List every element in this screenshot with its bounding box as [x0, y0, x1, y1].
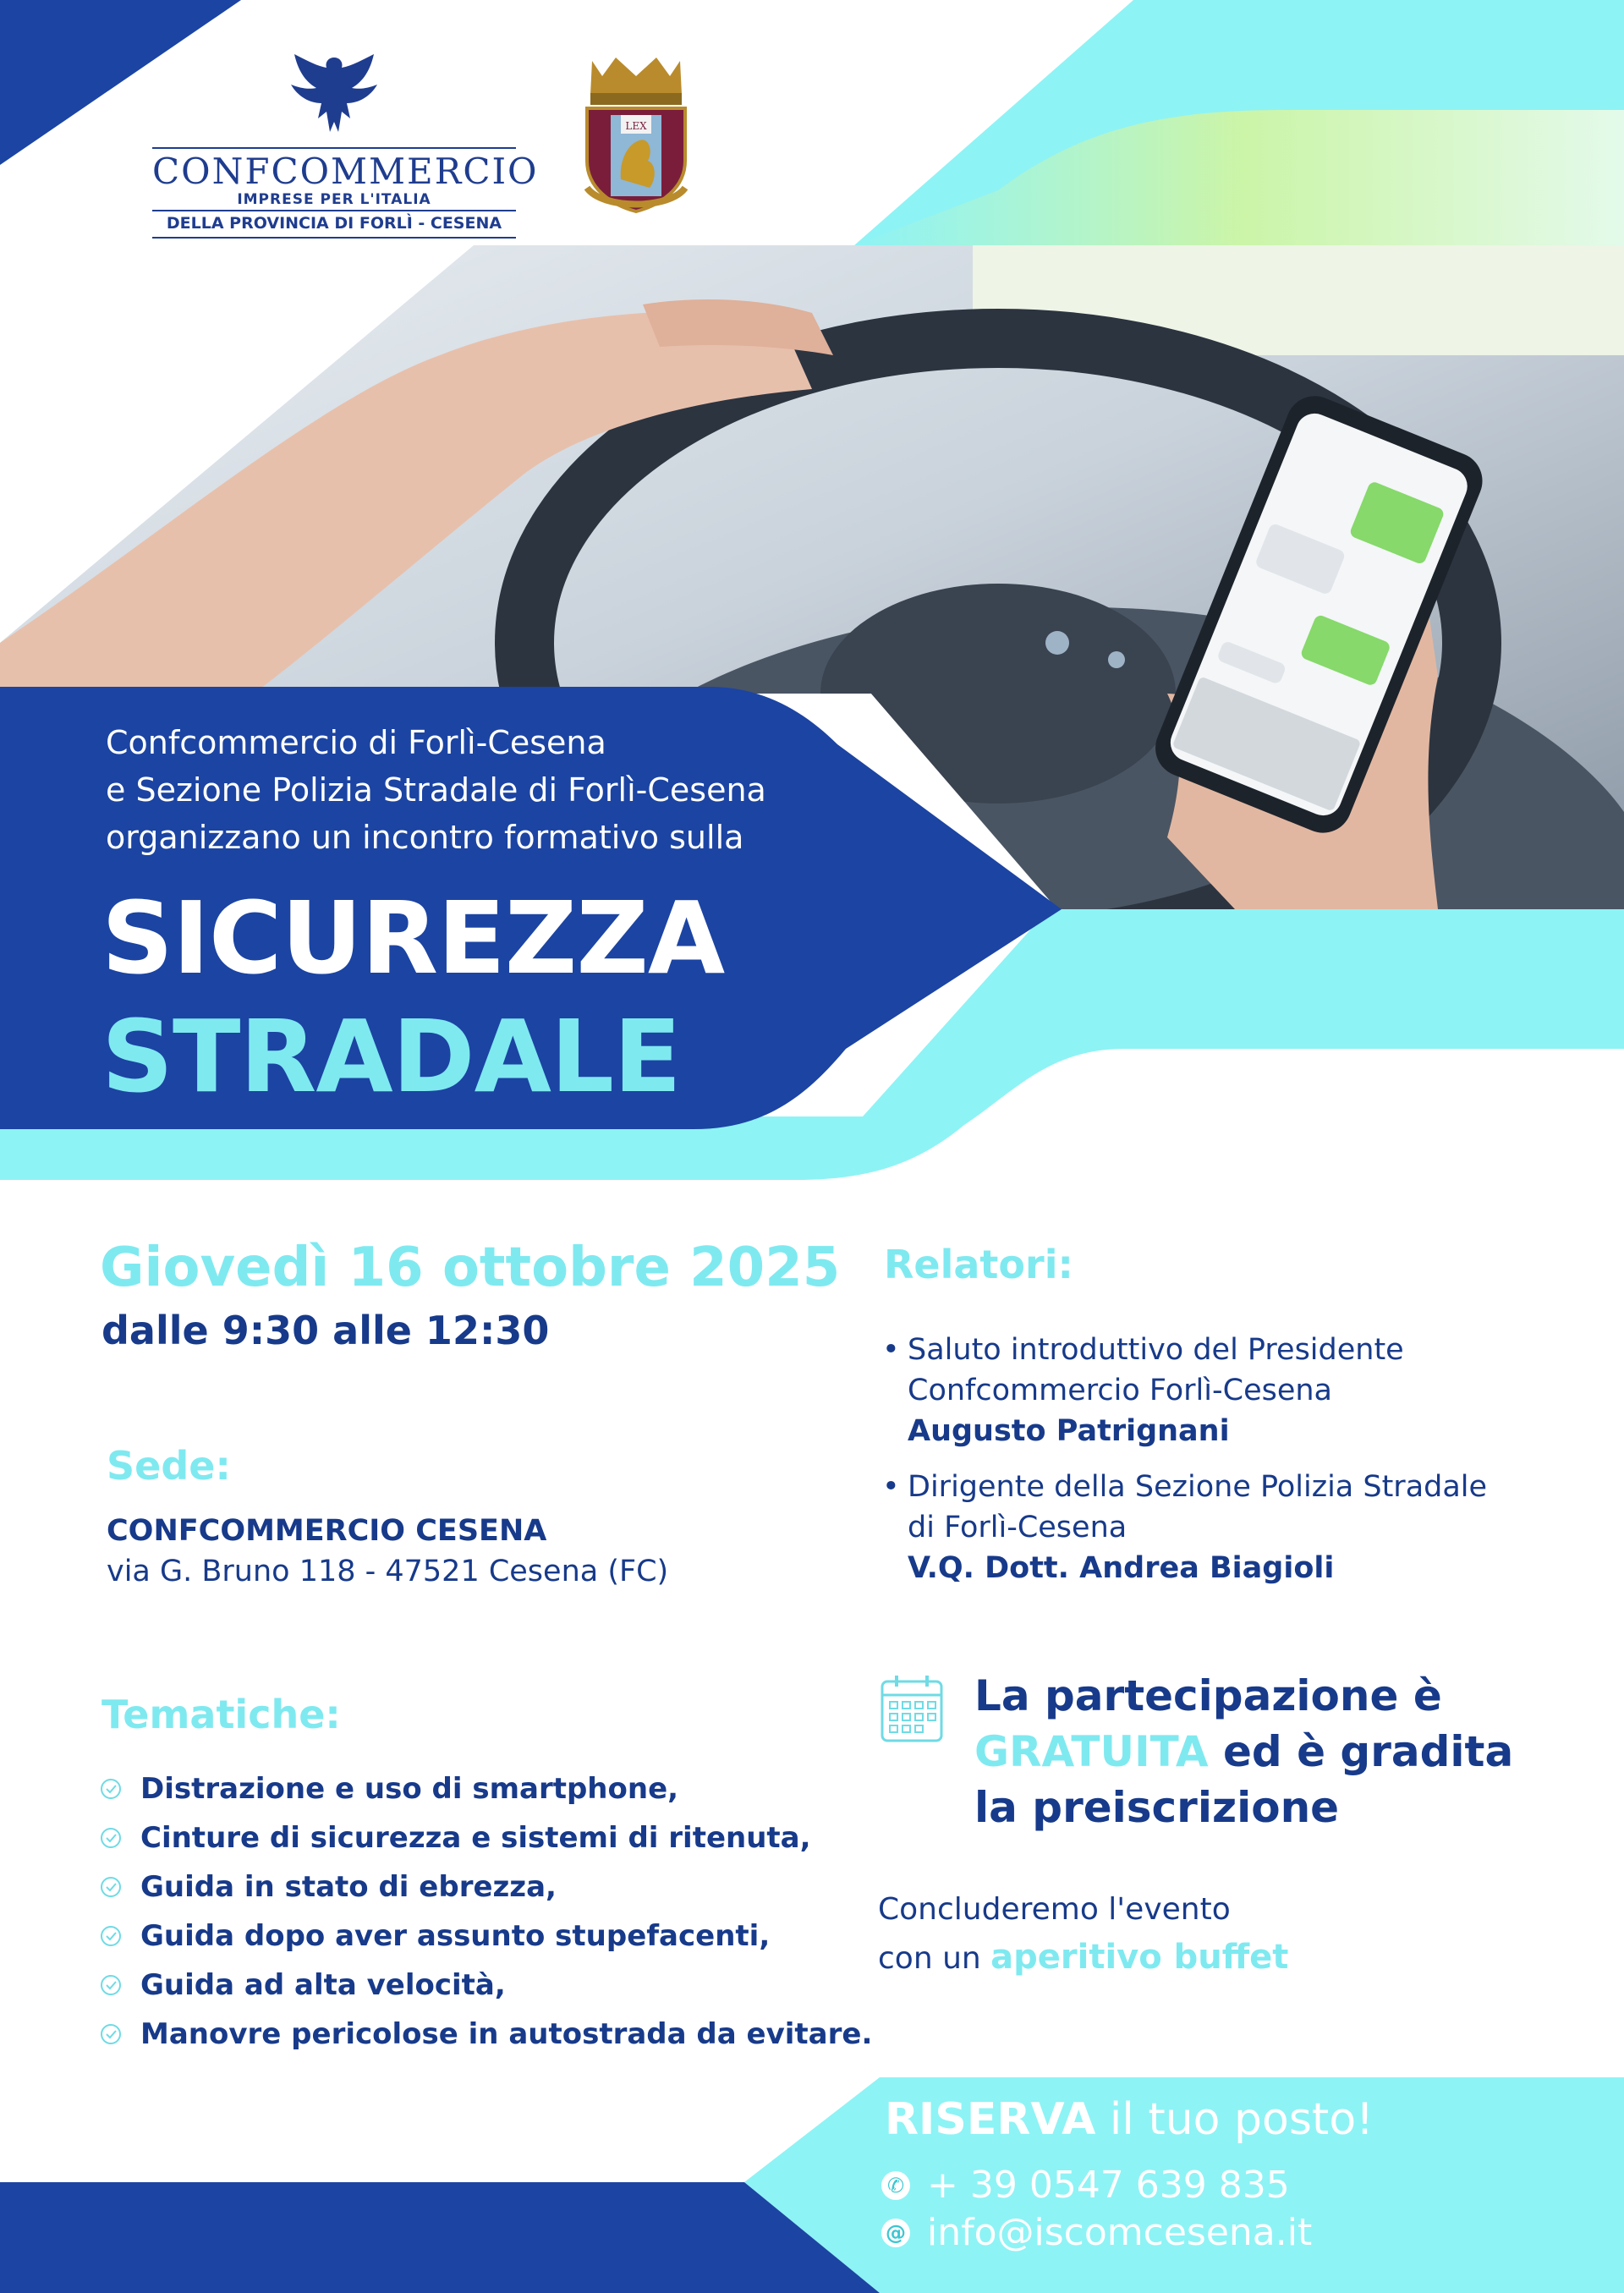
- check-circle-icon: [100, 1827, 122, 1849]
- confcommercio-name: CONFCOMMERCIO: [152, 151, 539, 192]
- intro-line: organizzano un incontro formativo sulla: [106, 819, 744, 856]
- check-circle-icon: [100, 1778, 122, 1800]
- reserve-bold: RISERVA: [885, 2094, 1096, 2145]
- topic-text: Distrazione e uso di smartphone,: [140, 1772, 679, 1806]
- sede-heading: Sede:: [107, 1443, 231, 1489]
- confcommercio-logo: [152, 51, 539, 245]
- topic-text: Guida dopo aver assunto stupefacenti,: [140, 1919, 771, 1953]
- event-date: Giovedì 16 ottobre 2025: [100, 1237, 841, 1299]
- speaker-name: V.Q. Dott. Andrea Biagioli: [908, 1551, 1335, 1585]
- confcommercio-province: DELLA PROVINCIA DI FORLÌ - CESENA: [166, 214, 502, 233]
- conclusion-prefix: con un: [878, 1941, 991, 1976]
- intro-line: Confcommercio di Forlì-Cesena: [106, 724, 606, 761]
- free-highlight: GRATUITA: [974, 1727, 1209, 1776]
- calendar-icon: [880, 1673, 944, 1744]
- buffet-highlight: aperitivo buffet: [990, 1938, 1289, 1977]
- reserve-heading: [885, 2094, 1374, 2145]
- event-time: dalle 9:30 alle 12:30: [102, 1308, 550, 1353]
- participation-note: [974, 1668, 1617, 1835]
- email-address[interactable]: info@iscomcesena.it: [927, 2211, 1313, 2254]
- relatori-list: [882, 1330, 1576, 1604]
- title-line-2: STRADALE: [102, 998, 681, 1115]
- topic-text: Manovre pericolose in autostrada da evitare.: [140, 2017, 873, 2051]
- check-circle-icon: [100, 1925, 122, 1947]
- bullet: •: [882, 1333, 900, 1367]
- speaker-role: Confcommercio Forlì-Cesena: [908, 1374, 1332, 1407]
- check-circle-icon: [100, 1974, 122, 1996]
- list-item: [100, 1764, 861, 1813]
- reserve-rest: il tuo posto!: [1095, 2094, 1374, 2145]
- eagle-emblem-icon: [279, 51, 389, 144]
- intro-text: [106, 719, 867, 861]
- at-icon: @: [881, 2219, 910, 2247]
- bottom-navy-band: [0, 2182, 880, 2293]
- conclusion-line-1: Concluderemo l'evento: [878, 1892, 1231, 1927]
- list-item: [100, 1813, 861, 1862]
- list-item: [882, 1467, 1576, 1588]
- tematiche-list: [100, 1764, 873, 2059]
- email-contact[interactable]: [881, 2211, 1312, 2254]
- bullet: •: [882, 1470, 900, 1504]
- list-item: [100, 2010, 873, 2059]
- participation-line-2: ed è gradita: [1208, 1727, 1514, 1776]
- phone-number[interactable]: + 39 0547 639 835: [927, 2164, 1290, 2207]
- tematiche-heading: Tematiche:: [102, 1692, 341, 1737]
- check-circle-icon: [100, 1876, 122, 1898]
- speaker-name: Augusto Patrignani: [908, 1414, 1230, 1448]
- list-item: [100, 1862, 861, 1912]
- phone-icon: ✆: [881, 2171, 910, 2200]
- check-circle-icon: [100, 2023, 122, 2045]
- speaker-role: di Forlì-Cesena: [908, 1511, 1127, 1544]
- sede-address: via G. Bruno 118 - 47521 Cesena (FC): [107, 1555, 669, 1588]
- topic-text: Guida ad alta velocità,: [140, 1968, 506, 2002]
- list-item: [100, 1961, 861, 2010]
- list-item: [100, 1912, 861, 1961]
- list-item: [882, 1330, 1576, 1451]
- confcommercio-tagline: IMPRESE PER L'ITALIA: [237, 191, 431, 208]
- relatori-heading: Relatori:: [884, 1242, 1073, 1287]
- conclusion-note: [878, 1886, 1288, 1983]
- topic-text: Guida in stato di ebrezza,: [140, 1870, 557, 1904]
- title-line-1: SICUREZZA: [102, 880, 725, 996]
- sede-name: CONFCOMMERCIO CESENA: [107, 1514, 547, 1548]
- phone-contact[interactable]: [881, 2164, 1290, 2207]
- intro-line: e Sezione Polizia Stradale di Forlì-Cesena: [106, 771, 766, 809]
- participation-line-3: la preiscrizione: [974, 1783, 1340, 1832]
- svg-text:LEX: LEX: [625, 120, 647, 132]
- topic-text: Cinture di sicurezza e sistemi di ritenuta,: [140, 1821, 811, 1855]
- polizia-di-stato-crest-icon: [568, 52, 704, 218]
- speaker-role: Saluto introduttivo del Presidente: [908, 1333, 1404, 1367]
- speaker-role: Dirigente della Sezione Polizia Stradale: [908, 1470, 1488, 1504]
- participation-line-1: La partecipazione è: [974, 1671, 1442, 1720]
